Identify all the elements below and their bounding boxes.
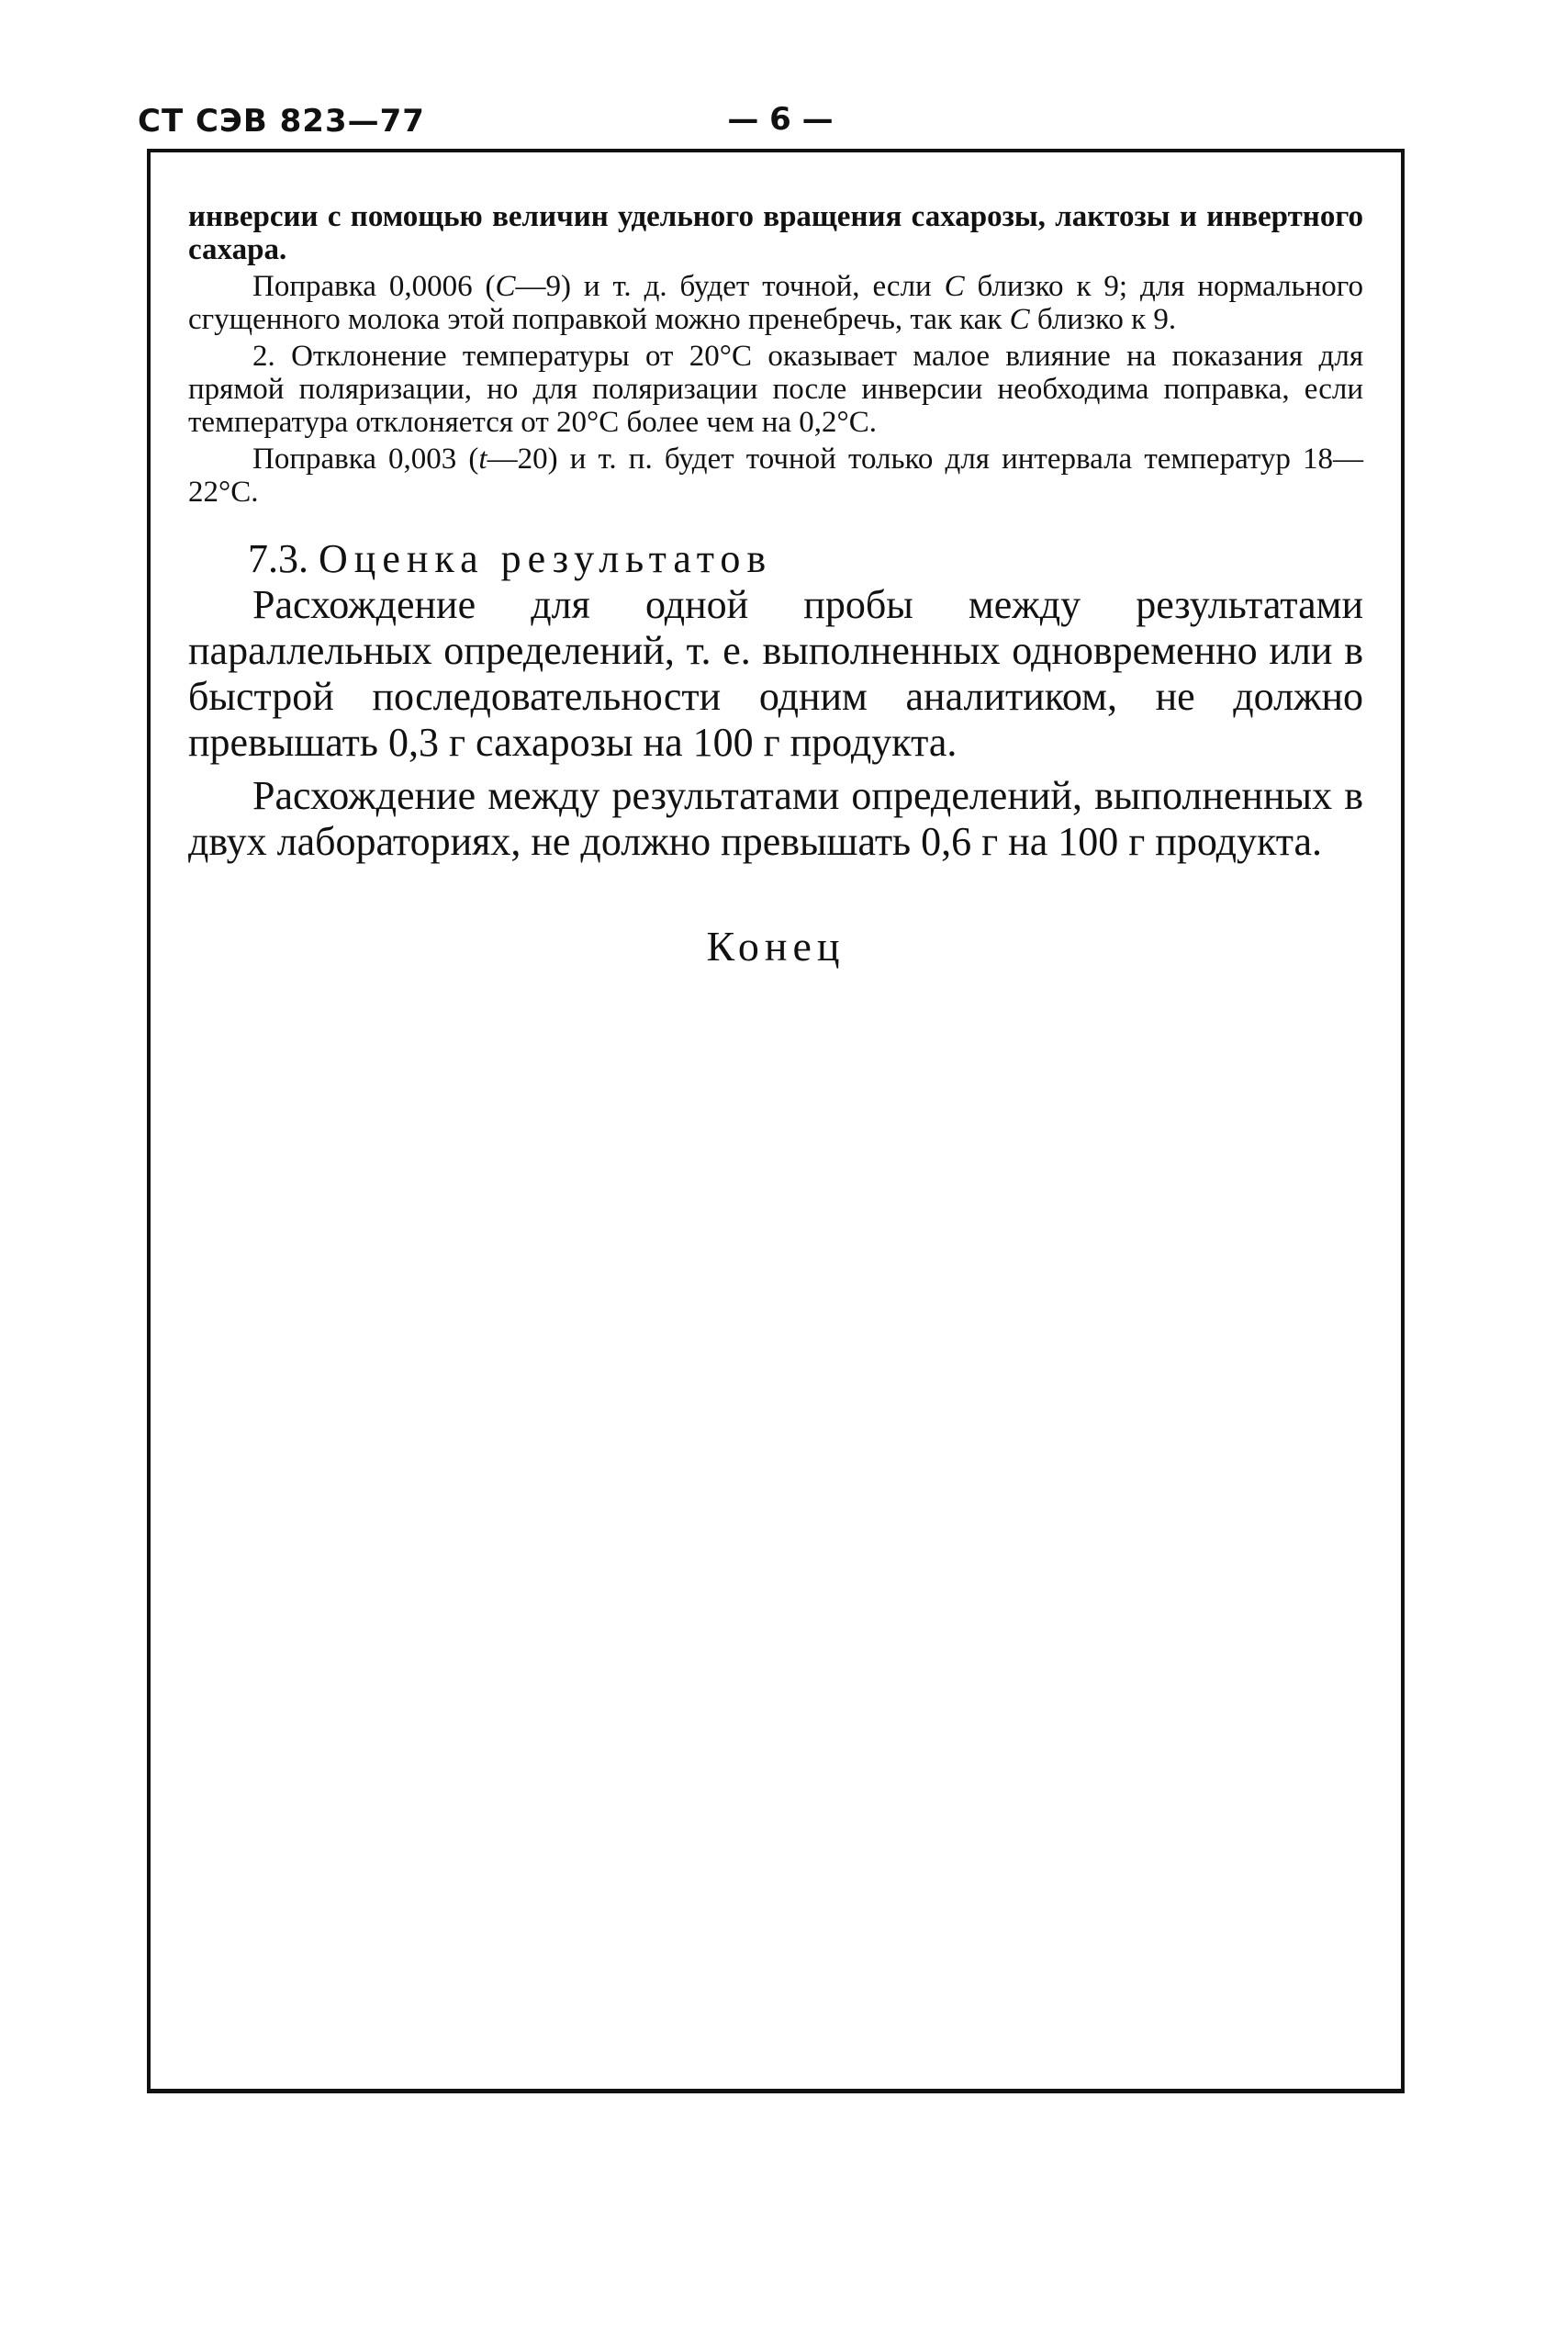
paragraph-results-single-lab: Расхождение для одной пробы между результатами параллельных определений, т. е. выполненных одновременно или в быстрой последовательности одним аналитиком, не должно превышать 0,3 г сахарозы на 100 г продукта. [188,582,1363,765]
page-content [188,200,1363,970]
paragraph-correction-c [188,270,1363,336]
variable-t: t [478,443,487,476]
variable-c: С [944,270,965,303]
text-fragment: Поправка 0,003 ( [252,443,479,476]
variable-c: С [495,270,516,303]
paragraph-temperature-deviation: 2. Отклонение температуры от 20°С оказывает малое влияние на показания для прямой поляризации, но для поляризации после инверсии необходима поправка, если температура отклоняется от 20°С более чем на 0,2°С. [188,340,1363,439]
section-number: 7.3. [248,536,308,581]
page-number: — 6 — [727,101,834,138]
section-heading [188,536,1363,582]
end-mark: Конец [706,923,846,970]
text-fragment: —9) и т. д. будет точной, если [515,270,945,303]
text-fragment: —20) и т. п. будет точной только для интервала температур 18—22°С. [188,443,1363,509]
variable-c: С [1009,303,1030,336]
paragraph-results-two-labs: Расхождение между результатами определений, выполненных в двух лабораториях, не должно превышать 0,6 г на 100 г продукта. [188,773,1363,864]
paragraph-correction-t [188,443,1363,509]
section-title: Оценка результатов [319,536,773,581]
text-fragment: близко к 9. [1029,303,1177,336]
text-fragment: близко к 9; для нормального сгущенного молока этой поправкой можно пренебречь, так как [188,270,1363,336]
standard-code: СТ СЭВ 823—77 [138,103,425,140]
paragraph-inversion: инверсии с помощью величин удельного вращения сахарозы, лактозы и инвертного сахара. [188,200,1363,266]
text-fragment: Поправка 0,0006 ( [252,270,496,303]
